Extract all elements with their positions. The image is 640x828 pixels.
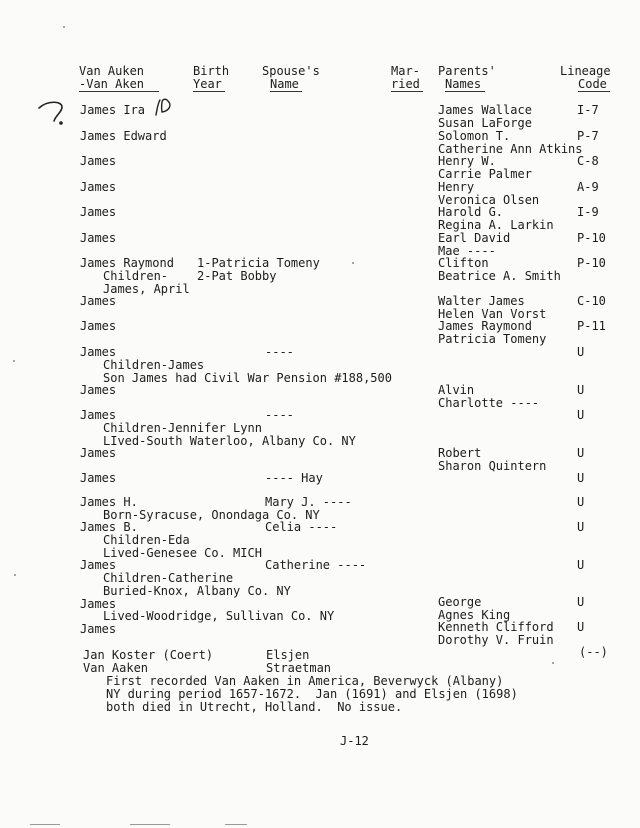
entry-text: James [80,622,117,636]
header-parents: Parents' [438,64,496,78]
entry-text: Lived-Genesee Co. MICH [103,546,262,560]
entry-text: both died in Utrecht, Holland. No issue. [106,700,403,714]
entry-text: A-9 [577,180,599,194]
entry-text: James Wallace [438,103,532,117]
entry-text: James [80,205,117,219]
header-rule [79,91,159,92]
entry-text: Children-Catherine [103,571,234,585]
header-van-auken: Van Auken [79,64,145,78]
scan-speck [14,574,16,576]
entry-text: George [438,595,482,609]
entry-text: James Ira [80,103,146,117]
scan-edge-mark [225,824,247,825]
entry-text: First recorded Van Aaken in America, Beverwyck (Albany) [106,674,504,688]
entry-text: Regina A. Larkin [438,218,554,232]
entry-text: U [577,471,585,485]
entry-text: Children-Jennifer Lynn [103,421,262,435]
entry-text: Kenneth Clifford [438,620,554,634]
entry-text: James H. [80,495,138,509]
entry-text: Jan Koster (Coert) [83,648,214,662]
entry-text: P-10 [577,256,606,270]
entry-text: NY during period 1657-1672. Jan (1691) and Elsjen (1698) [106,687,518,701]
entry-text: Catherine ---- [265,558,367,572]
scan-speck [13,360,15,362]
header-lineage: Lineage [560,64,611,78]
entry-text: Walter James [438,294,525,308]
entry-text: Straetman [266,661,332,675]
header-rule [445,91,485,92]
entry-text: James [80,558,117,572]
entry-text: Agnes King [438,608,511,622]
entry-text: I-9 [577,205,599,219]
entry-text: Beatrice A. Smith [438,269,561,283]
entry-text: Charlotte ---- [438,396,540,410]
header-name: Name [270,77,299,91]
entry-text: Harold G. [438,205,504,219]
entry-text: LIved-South Waterloo, Albany Co. NY [103,434,356,448]
header-ried: ried [391,77,420,91]
entry-text: P-11 [577,319,606,333]
entry-text: Children-Eda [103,533,190,547]
scan-edge-mark [30,824,60,825]
entry-text: Celia ---- [265,520,338,534]
entry-text: Mary J. ---- [265,495,352,509]
scan-speck [552,662,554,664]
entry-text: James [80,180,117,194]
entry-text: U [577,495,585,509]
header-rule [578,91,610,92]
entry-text: James [80,383,117,397]
entry-text: U [577,408,585,422]
entry-text: James Raymond [438,319,532,333]
entry-text: James, April [103,282,190,296]
header-rule [391,91,423,92]
entry-text: Robert [438,446,482,460]
entry-text: Buried-Knox, Albany Co. NY [103,584,291,598]
entry-text: U [577,345,585,359]
entry-text: U [577,520,585,534]
entry-text: Lived-Woodridge, Sullivan Co. NY [103,609,335,623]
entry-text: Clifton [438,256,489,270]
entry-text: Children- [103,269,169,283]
entry-text: James [80,471,117,485]
entry-text: Earl David [438,231,511,245]
entry-text: James Edward [80,129,167,143]
entry-text: Van Aaken [83,661,149,675]
entry-text: U [577,595,585,609]
entry-text: James [80,154,117,168]
entry-text: ---- [265,345,294,359]
entry-text: Born-Syracuse, Onondaga Co. NY [103,508,320,522]
header-birth: Birth [193,64,230,78]
entry-text: I-7 [577,103,599,117]
entry-text: ---- [265,408,294,422]
entry-text: U [577,558,585,572]
header-van-aken: -Van Aken [79,77,145,91]
entry-text: Catherine Ann Atkins [438,142,583,156]
header-spouses: Spouse's [262,64,320,78]
entry-text: Henry [438,180,475,194]
entry-text: Son James had Civil War Pension #188,500 [103,371,392,385]
entry-text: U [577,383,585,397]
header-mar: Mar- [391,64,420,78]
header-year: Year [193,77,222,91]
entry-text: U [577,620,585,634]
handwritten-annotation-10 [151,97,177,120]
entry-text: James [80,597,117,611]
entry-text: James [80,294,117,308]
entry-text: 1-Patricia Tomeny [197,256,320,270]
entry-text: Elsjen [266,648,310,662]
header-rule [270,91,302,92]
entry-text: James [80,408,117,422]
entry-text: Sharon Quintern [438,459,547,473]
entry-text: P-7 [577,129,599,143]
entry-text: James [80,231,117,245]
header-rule [193,91,225,92]
entry-text: Veronica Olsen [438,193,540,207]
entry-text: Alvin [438,383,475,397]
entry-text: James [80,345,117,359]
entry-text: ---- Hay [265,471,323,485]
header-code: Code [578,77,607,91]
entry-text: Solomon T. [438,129,511,143]
header-names: Names [445,77,482,91]
page-number: J-12 [340,734,369,748]
entry-text: 2-Pat Bobby [197,269,277,283]
entry-text: James [80,446,117,460]
scan-speck [352,262,354,264]
handwritten-margin-mark [36,96,68,129]
entry-text: Children-James [103,358,205,372]
entry-text: Henry W. [438,154,496,168]
entry-text: U [577,446,585,460]
entry-text: Helen Van Vorst [438,307,547,321]
entry-text: C-10 [577,294,606,308]
scan-edge-mark [130,824,170,825]
entry-text: Carrie Palmer [438,167,532,181]
entry-text: Susan LaForge [438,116,532,130]
entry-text: (--) [579,645,608,659]
entry-text: James Raymond [80,256,174,270]
entry-text: Patricia Tomeny [438,332,547,346]
entry-text: Mae ---- [438,244,496,258]
entry-text: C-8 [577,154,599,168]
scan-speck [63,26,65,28]
entry-text: Dorothy V. Fruin [438,633,554,647]
entry-text: James B. [80,520,138,534]
entry-text: James [80,319,117,333]
entry-text: P-10 [577,231,606,245]
